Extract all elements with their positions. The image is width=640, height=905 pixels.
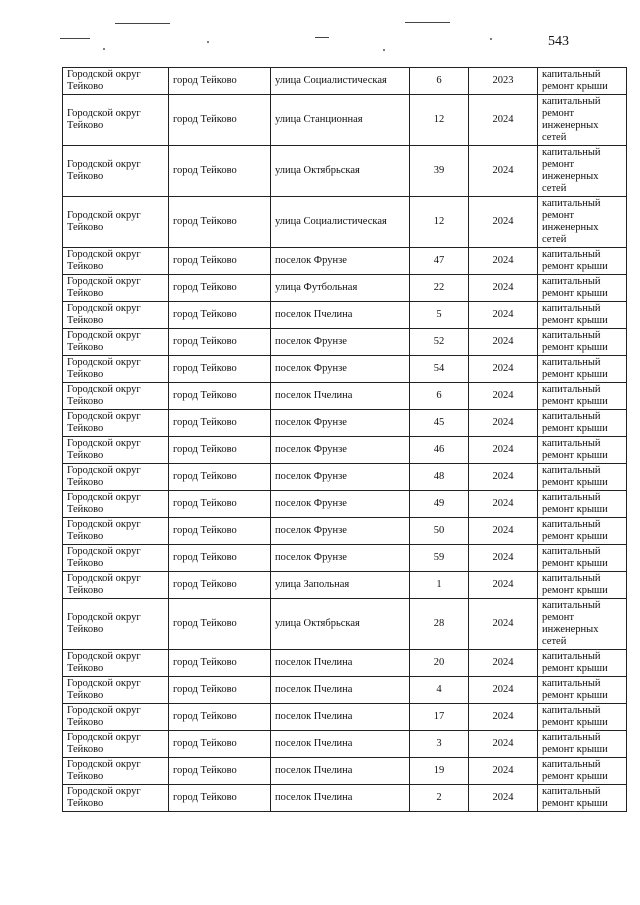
table-row <box>63 248 627 275</box>
district-cell: Городской округ Тейково <box>63 356 169 383</box>
house-number-cell: 54 <box>410 356 469 383</box>
city-cell: город Тейково <box>169 518 271 545</box>
city-cell: город Тейково <box>169 383 271 410</box>
city-cell: город Тейково <box>169 275 271 302</box>
table-row <box>63 197 627 248</box>
city-cell: город Тейково <box>169 329 271 356</box>
district-cell: Городской округ Тейково <box>63 491 169 518</box>
work-type-cell: капитальный ремонт инженерных сетей <box>538 95 627 146</box>
work-type-cell: капитальный ремонт крыши <box>538 677 627 704</box>
year-cell: 2024 <box>469 95 538 146</box>
house-number-cell: 12 <box>410 197 469 248</box>
street-cell: поселок Пчелина <box>271 677 410 704</box>
city-cell: город Тейково <box>169 302 271 329</box>
table-row <box>63 410 627 437</box>
street-cell: поселок Пчелина <box>271 704 410 731</box>
street-cell: поселок Фрунзе <box>271 356 410 383</box>
city-cell: город Тейково <box>169 68 271 95</box>
house-number-cell: 45 <box>410 410 469 437</box>
district-cell: Городской округ Тейково <box>63 197 169 248</box>
table-row <box>63 464 627 491</box>
street-cell: поселок Фрунзе <box>271 518 410 545</box>
year-cell: 2024 <box>469 464 538 491</box>
scan-artifact-line <box>405 22 450 23</box>
year-cell: 2024 <box>469 356 538 383</box>
street-cell: улица Социалистическая <box>271 68 410 95</box>
work-type-cell: капитальный ремонт инженерных сетей <box>538 197 627 248</box>
year-cell: 2024 <box>469 677 538 704</box>
table-row <box>63 650 627 677</box>
district-cell: Городской округ Тейково <box>63 464 169 491</box>
district-cell: Городской округ Тейково <box>63 545 169 572</box>
house-number-cell: 6 <box>410 68 469 95</box>
table-row <box>63 329 627 356</box>
page-number: 543 <box>548 34 569 49</box>
street-cell: улица Станционная <box>271 95 410 146</box>
street-cell: поселок Пчелина <box>271 785 410 812</box>
district-cell: Городской округ Тейково <box>63 785 169 812</box>
table-row <box>63 599 627 650</box>
year-cell: 2024 <box>469 785 538 812</box>
street-cell: поселок Фрунзе <box>271 491 410 518</box>
street-cell: поселок Фрунзе <box>271 464 410 491</box>
table-row <box>63 731 627 758</box>
work-type-cell: капитальный ремонт крыши <box>538 704 627 731</box>
year-cell: 2024 <box>469 437 538 464</box>
district-cell: Городской округ Тейково <box>63 275 169 302</box>
work-type-cell: капитальный ремонт крыши <box>538 437 627 464</box>
house-number-cell: 22 <box>410 275 469 302</box>
year-cell: 2024 <box>469 731 538 758</box>
house-number-cell: 50 <box>410 518 469 545</box>
street-cell: улица Октябрьская <box>271 599 410 650</box>
district-cell: Городской округ Тейково <box>63 329 169 356</box>
scan-artifact-dot <box>103 48 105 50</box>
house-number-cell: 2 <box>410 785 469 812</box>
city-cell: город Тейково <box>169 650 271 677</box>
city-cell: город Тейково <box>169 356 271 383</box>
district-cell: Городской округ Тейково <box>63 68 169 95</box>
work-type-cell: капитальный ремонт крыши <box>538 356 627 383</box>
work-type-cell: капитальный ремонт крыши <box>538 329 627 356</box>
street-cell: поселок Фрунзе <box>271 248 410 275</box>
district-cell: Городской округ Тейково <box>63 437 169 464</box>
work-type-cell: капитальный ремонт инженерных сетей <box>538 599 627 650</box>
city-cell: город Тейково <box>169 95 271 146</box>
city-cell: город Тейково <box>169 410 271 437</box>
district-cell: Городской округ Тейково <box>63 572 169 599</box>
registry-rows <box>63 68 627 812</box>
district-cell: Городской округ Тейково <box>63 146 169 197</box>
street-cell: поселок Пчелина <box>271 731 410 758</box>
work-type-cell: капитальный ремонт крыши <box>538 650 627 677</box>
city-cell: город Тейково <box>169 704 271 731</box>
city-cell: город Тейково <box>169 197 271 248</box>
district-cell: Городской округ Тейково <box>63 704 169 731</box>
year-cell: 2024 <box>469 599 538 650</box>
work-type-cell: капитальный ремонт крыши <box>538 491 627 518</box>
house-number-cell: 5 <box>410 302 469 329</box>
table-row <box>63 383 627 410</box>
year-cell: 2024 <box>469 197 538 248</box>
work-type-cell: капитальный ремонт крыши <box>538 518 627 545</box>
table-row <box>63 95 627 146</box>
street-cell: улица Запольная <box>271 572 410 599</box>
city-cell: город Тейково <box>169 437 271 464</box>
city-cell: город Тейково <box>169 545 271 572</box>
city-cell: город Тейково <box>169 491 271 518</box>
work-type-cell: капитальный ремонт крыши <box>538 68 627 95</box>
table-row <box>63 758 627 785</box>
table-row <box>63 518 627 545</box>
district-cell: Городской округ Тейково <box>63 599 169 650</box>
house-number-cell: 19 <box>410 758 469 785</box>
work-type-cell: капитальный ремонт крыши <box>538 248 627 275</box>
year-cell: 2024 <box>469 410 538 437</box>
house-number-cell: 46 <box>410 437 469 464</box>
table-row <box>63 677 627 704</box>
scan-artifact-dot <box>207 41 209 43</box>
house-number-cell: 52 <box>410 329 469 356</box>
house-number-cell: 47 <box>410 248 469 275</box>
table-row <box>63 68 627 95</box>
house-number-cell: 6 <box>410 383 469 410</box>
work-type-cell: капитальный ремонт крыши <box>538 383 627 410</box>
street-cell: поселок Пчелина <box>271 302 410 329</box>
work-type-cell: капитальный ремонт инженерных сетей <box>538 146 627 197</box>
city-cell: город Тейково <box>169 677 271 704</box>
city-cell: город Тейково <box>169 248 271 275</box>
house-number-cell: 4 <box>410 677 469 704</box>
work-type-cell: капитальный ремонт крыши <box>538 758 627 785</box>
year-cell: 2024 <box>469 383 538 410</box>
year-cell: 2024 <box>469 329 538 356</box>
year-cell: 2024 <box>469 650 538 677</box>
district-cell: Городской округ Тейково <box>63 758 169 785</box>
house-number-cell: 1 <box>410 572 469 599</box>
district-cell: Городской округ Тейково <box>63 731 169 758</box>
year-cell: 2024 <box>469 248 538 275</box>
district-cell: Городской округ Тейково <box>63 248 169 275</box>
street-cell: поселок Пчелина <box>271 650 410 677</box>
work-type-cell: капитальный ремонт крыши <box>538 545 627 572</box>
work-type-cell: капитальный ремонт крыши <box>538 464 627 491</box>
district-cell: Городской округ Тейково <box>63 95 169 146</box>
house-number-cell: 28 <box>410 599 469 650</box>
house-number-cell: 49 <box>410 491 469 518</box>
work-type-cell: капитальный ремонт крыши <box>538 410 627 437</box>
scan-artifact-line <box>315 37 329 38</box>
street-cell: улица Октябрьская <box>271 146 410 197</box>
street-cell: поселок Фрунзе <box>271 545 410 572</box>
city-cell: город Тейково <box>169 758 271 785</box>
work-type-cell: капитальный ремонт крыши <box>538 275 627 302</box>
street-cell: поселок Фрунзе <box>271 437 410 464</box>
table-row <box>63 545 627 572</box>
street-cell: улица Социалистическая <box>271 197 410 248</box>
house-number-cell: 3 <box>410 731 469 758</box>
table-row <box>63 146 627 197</box>
year-cell: 2024 <box>469 302 538 329</box>
table-row <box>63 437 627 464</box>
city-cell: город Тейково <box>169 146 271 197</box>
city-cell: город Тейково <box>169 572 271 599</box>
table-row <box>63 275 627 302</box>
street-cell: улица Футбольная <box>271 275 410 302</box>
table-row <box>63 356 627 383</box>
district-cell: Городской округ Тейково <box>63 410 169 437</box>
repair-registry-table <box>62 67 627 812</box>
street-cell: поселок Фрунзе <box>271 329 410 356</box>
scan-artifact-line <box>60 38 90 39</box>
year-cell: 2023 <box>469 68 538 95</box>
city-cell: город Тейково <box>169 731 271 758</box>
house-number-cell: 12 <box>410 95 469 146</box>
street-cell: поселок Фрунзе <box>271 410 410 437</box>
table-row <box>63 572 627 599</box>
year-cell: 2024 <box>469 704 538 731</box>
work-type-cell: капитальный ремонт крыши <box>538 785 627 812</box>
year-cell: 2024 <box>469 758 538 785</box>
house-number-cell: 39 <box>410 146 469 197</box>
district-cell: Городской округ Тейково <box>63 518 169 545</box>
street-cell: поселок Пчелина <box>271 758 410 785</box>
scan-artifact-dot <box>383 49 385 51</box>
table-row <box>63 302 627 329</box>
year-cell: 2024 <box>469 545 538 572</box>
city-cell: город Тейково <box>169 464 271 491</box>
scan-artifact-line <box>115 23 170 24</box>
work-type-cell: капитальный ремонт крыши <box>538 302 627 329</box>
district-cell: Городской округ Тейково <box>63 677 169 704</box>
year-cell: 2024 <box>469 146 538 197</box>
year-cell: 2024 <box>469 275 538 302</box>
table-row <box>63 704 627 731</box>
scan-artifact-dot <box>490 38 492 40</box>
city-cell: город Тейково <box>169 599 271 650</box>
work-type-cell: капитальный ремонт крыши <box>538 731 627 758</box>
year-cell: 2024 <box>469 572 538 599</box>
district-cell: Городской округ Тейково <box>63 650 169 677</box>
table-row <box>63 785 627 812</box>
table-row <box>63 491 627 518</box>
year-cell: 2024 <box>469 518 538 545</box>
house-number-cell: 59 <box>410 545 469 572</box>
district-cell: Городской округ Тейково <box>63 302 169 329</box>
street-cell: поселок Пчелина <box>271 383 410 410</box>
city-cell: город Тейково <box>169 785 271 812</box>
year-cell: 2024 <box>469 491 538 518</box>
work-type-cell: капитальный ремонт крыши <box>538 572 627 599</box>
house-number-cell: 20 <box>410 650 469 677</box>
district-cell: Городской округ Тейково <box>63 383 169 410</box>
house-number-cell: 48 <box>410 464 469 491</box>
house-number-cell: 17 <box>410 704 469 731</box>
